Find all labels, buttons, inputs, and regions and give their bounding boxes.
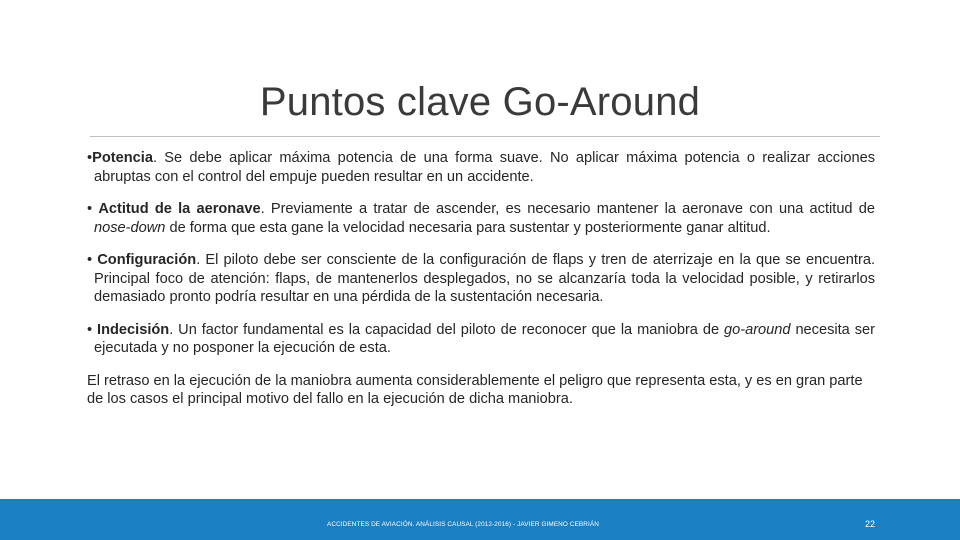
footer-text: ACCIDENTES DE AVIACIÓN. ANÁLISIS CAUSAL (2012-2016) - JAVIER GIMENO CEBRIÁN [327, 521, 599, 528]
bullet-marker: • [87, 150, 93, 166]
title-divider [90, 136, 880, 137]
bullet-marker: • [87, 321, 98, 338]
bullet-text: . Se debe aplicar máxima potencia de una forma suave. No aplicar máxima potencia o realizar acciones abruptas con el control del empuje pueden resultar en un accidente. [94, 150, 875, 185]
bullet-text: . Previamente a tratar de ascender, es necesario mantener la aeronave con una actitud de [260, 201, 876, 217]
bullet-lead: Indecisión [97, 321, 170, 338]
bullet-marker: • [87, 252, 98, 268]
bullet-lead: Configuración [97, 252, 197, 268]
bullet-lead: Actitud de la aeronave [98, 201, 261, 217]
bullet-text: . Un factor fundamental es la capacidad del piloto de reconocer que la maniobra de [169, 321, 724, 338]
bullet-emphasis: nose-down [94, 219, 166, 236]
bullet-lead: Potencia [92, 150, 153, 166]
page-number: 22 [864, 519, 875, 529]
bullet-marker: • [87, 201, 99, 217]
bullet-text: de forma que esta gane la velocidad necesaria para sustentar y posteriormente ganar altitud. [165, 219, 771, 236]
bullet-actitud [87, 200, 875, 237]
slide-content [87, 149, 875, 409]
slide-title: Puntos clave Go-Around [259, 80, 701, 124]
footer-bar [0, 499, 960, 540]
closing-paragraph: El retraso en la ejecución de la maniobra aumenta considerablemente el peligro que representa esta, y es en gran parte de los casos el principal motivo del fallo en la ejecución de dicha maniobra. [87, 372, 863, 407]
bullet-indecision [87, 321, 875, 358]
bullet-configuracion [87, 251, 875, 307]
bullet-emphasis: go-around [723, 321, 791, 338]
bullet-text: necesita ser ejecutada y no posponer la ejecución de esta. [94, 321, 875, 356]
bullet-text: . El piloto debe ser consciente de la configuración de flaps y tren de aterrizaje en la que se encuentra. Principal foco de atención: flaps, de mantenerlos desplegados, no se alcanzaría toda la velocidad posible, y retirarlos demasiado pronto podría resultar en una pérdida de la sustentación necesaria. [94, 252, 875, 305]
bullet-potencia [87, 149, 875, 186]
